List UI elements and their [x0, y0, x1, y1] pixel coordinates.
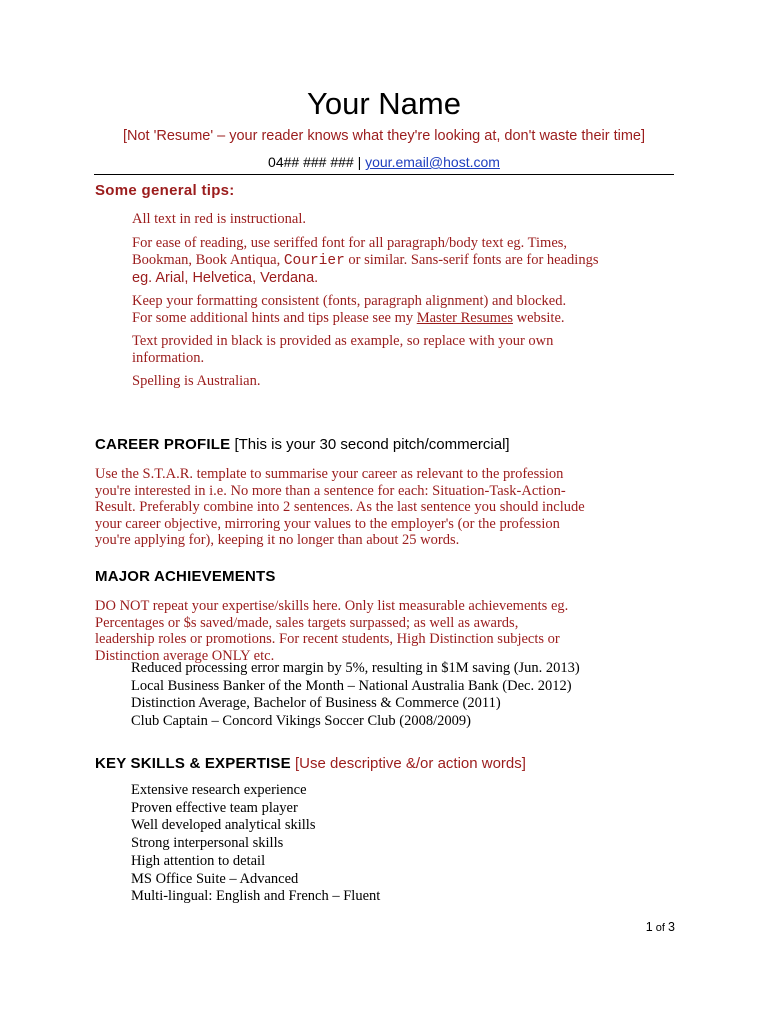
section-note: [Use descriptive &/or action words]	[290, 755, 526, 772]
page-number	[620, 920, 675, 934]
page-total: 3	[668, 920, 675, 934]
skills-heading	[95, 755, 526, 772]
phone-number: 04## ### ###	[268, 154, 354, 170]
paragraph-line: Distinction average ONLY etc.	[95, 647, 275, 664]
tip-formatting-text: website.	[512, 310, 565, 326]
paragraph-line: your career objective, mirroring your values to the employer's (or the profession	[95, 515, 560, 532]
contact-line	[0, 154, 768, 170]
list-item: MS Office Suite – Advanced	[131, 870, 299, 887]
paragraph-line: DO NOT repeat your expertise/skills here. Only list measurable achievements eg.	[95, 598, 569, 614]
paragraph-line: Use the S.T.A.R. template to summarise your career as relevant to the profession	[95, 466, 564, 482]
section-title: CAREER PROFILE	[95, 436, 231, 453]
list-item: Strong interpersonal skills	[131, 835, 284, 852]
achievements-instruction	[95, 598, 677, 664]
section-title: MAJOR ACHIEVEMENTS	[95, 568, 276, 585]
contact-separator: |	[353, 154, 366, 170]
tip-fonts	[132, 235, 674, 287]
tip-formatting	[132, 293, 674, 327]
tip-spelling	[132, 373, 674, 390]
tip-fonts-text: Bookman, Book Antiqua,	[132, 252, 284, 268]
list-item: High attention to detail	[131, 852, 266, 869]
paragraph-line: you're applying for), keeping it no longer than about 25 words.	[95, 532, 460, 548]
page-current: 1	[645, 920, 653, 934]
tip-black-line-2: information.	[132, 350, 205, 366]
master-resumes-link[interactable]: Master Resumes	[416, 310, 513, 326]
page-of: of	[652, 922, 669, 934]
career-profile-instruction	[95, 466, 677, 549]
email-link[interactable]: your.email@host.com	[365, 154, 500, 170]
skills-list	[131, 782, 380, 906]
courier-sample: Courier	[283, 253, 345, 269]
tip-formatting-line-2	[132, 310, 674, 327]
section-title: KEY SKILLS & EXPERTISE	[95, 755, 291, 772]
tip-fonts-line-3: eg. Arial, Helvetica, Verdana.	[132, 270, 319, 286]
tip-text: All text in red is instructional.	[132, 211, 306, 227]
resume-name: Your Name	[307, 86, 461, 121]
tip-red-text	[132, 211, 674, 228]
achievements-list	[131, 660, 580, 731]
achievements-heading	[95, 568, 276, 585]
tips-heading: Some general tips:	[95, 182, 235, 199]
tip-fonts-line-1: For ease of reading, use seriffed font for all paragraph/body text eg. Times,	[132, 235, 568, 251]
list-item: Local Business Banker of the Month – National Australia Bank (Dec. 2012)	[131, 677, 572, 694]
tip-text: Spelling is Australian.	[132, 373, 261, 389]
list-item: Reduced processing error margin by 5%, resulting in $1M saving (Jun. 2013)	[131, 660, 580, 676]
list-item: Distinction Average, Bachelor of Business & Commerce (2011)	[131, 695, 501, 712]
section-note: [This is your 30 second pitch/commercial]	[230, 436, 510, 453]
paragraph-line: leadership roles or promotions. For recent students, High Distinction subjects or	[95, 631, 560, 647]
tip-fonts-text: or similar. Sans-serif fonts are for headings	[344, 252, 599, 268]
paragraph-line: you're interested in i.e. No more than a sentence for each: Situation-Task-Action-	[95, 482, 566, 499]
list-item: Well developed analytical skills	[131, 817, 316, 834]
tip-formatting-text: For some additional hints and tips please see my	[132, 310, 417, 326]
title-instruction: [Not 'Resume' – your reader knows what they're looking at, don't waste their time]	[122, 128, 646, 144]
paragraph-line: Percentages or $s saved/made, sales targets surpassed; as well as awards,	[95, 614, 519, 631]
tip-black-text	[132, 333, 674, 367]
career-profile-heading	[95, 436, 510, 453]
paragraph-line: Result. Preferably combine into 2 sentences. As the last sentence you should include	[95, 499, 585, 515]
header-divider	[94, 174, 674, 175]
list-item: Club Captain – Concord Vikings Soccer Club (2008/2009)	[131, 713, 471, 730]
list-item: Proven effective team player	[131, 799, 298, 816]
list-item: Extensive research experience	[131, 782, 307, 798]
tip-black-line-1: Text provided in black is provided as example, so replace with your own	[132, 333, 554, 349]
tip-fonts-line-2	[132, 252, 674, 270]
list-item: Multi-lingual: English and French – Fluent	[131, 888, 381, 905]
tip-formatting-line-1: Keep your formatting consistent (fonts, paragraph alignment) and blocked.	[132, 293, 567, 309]
